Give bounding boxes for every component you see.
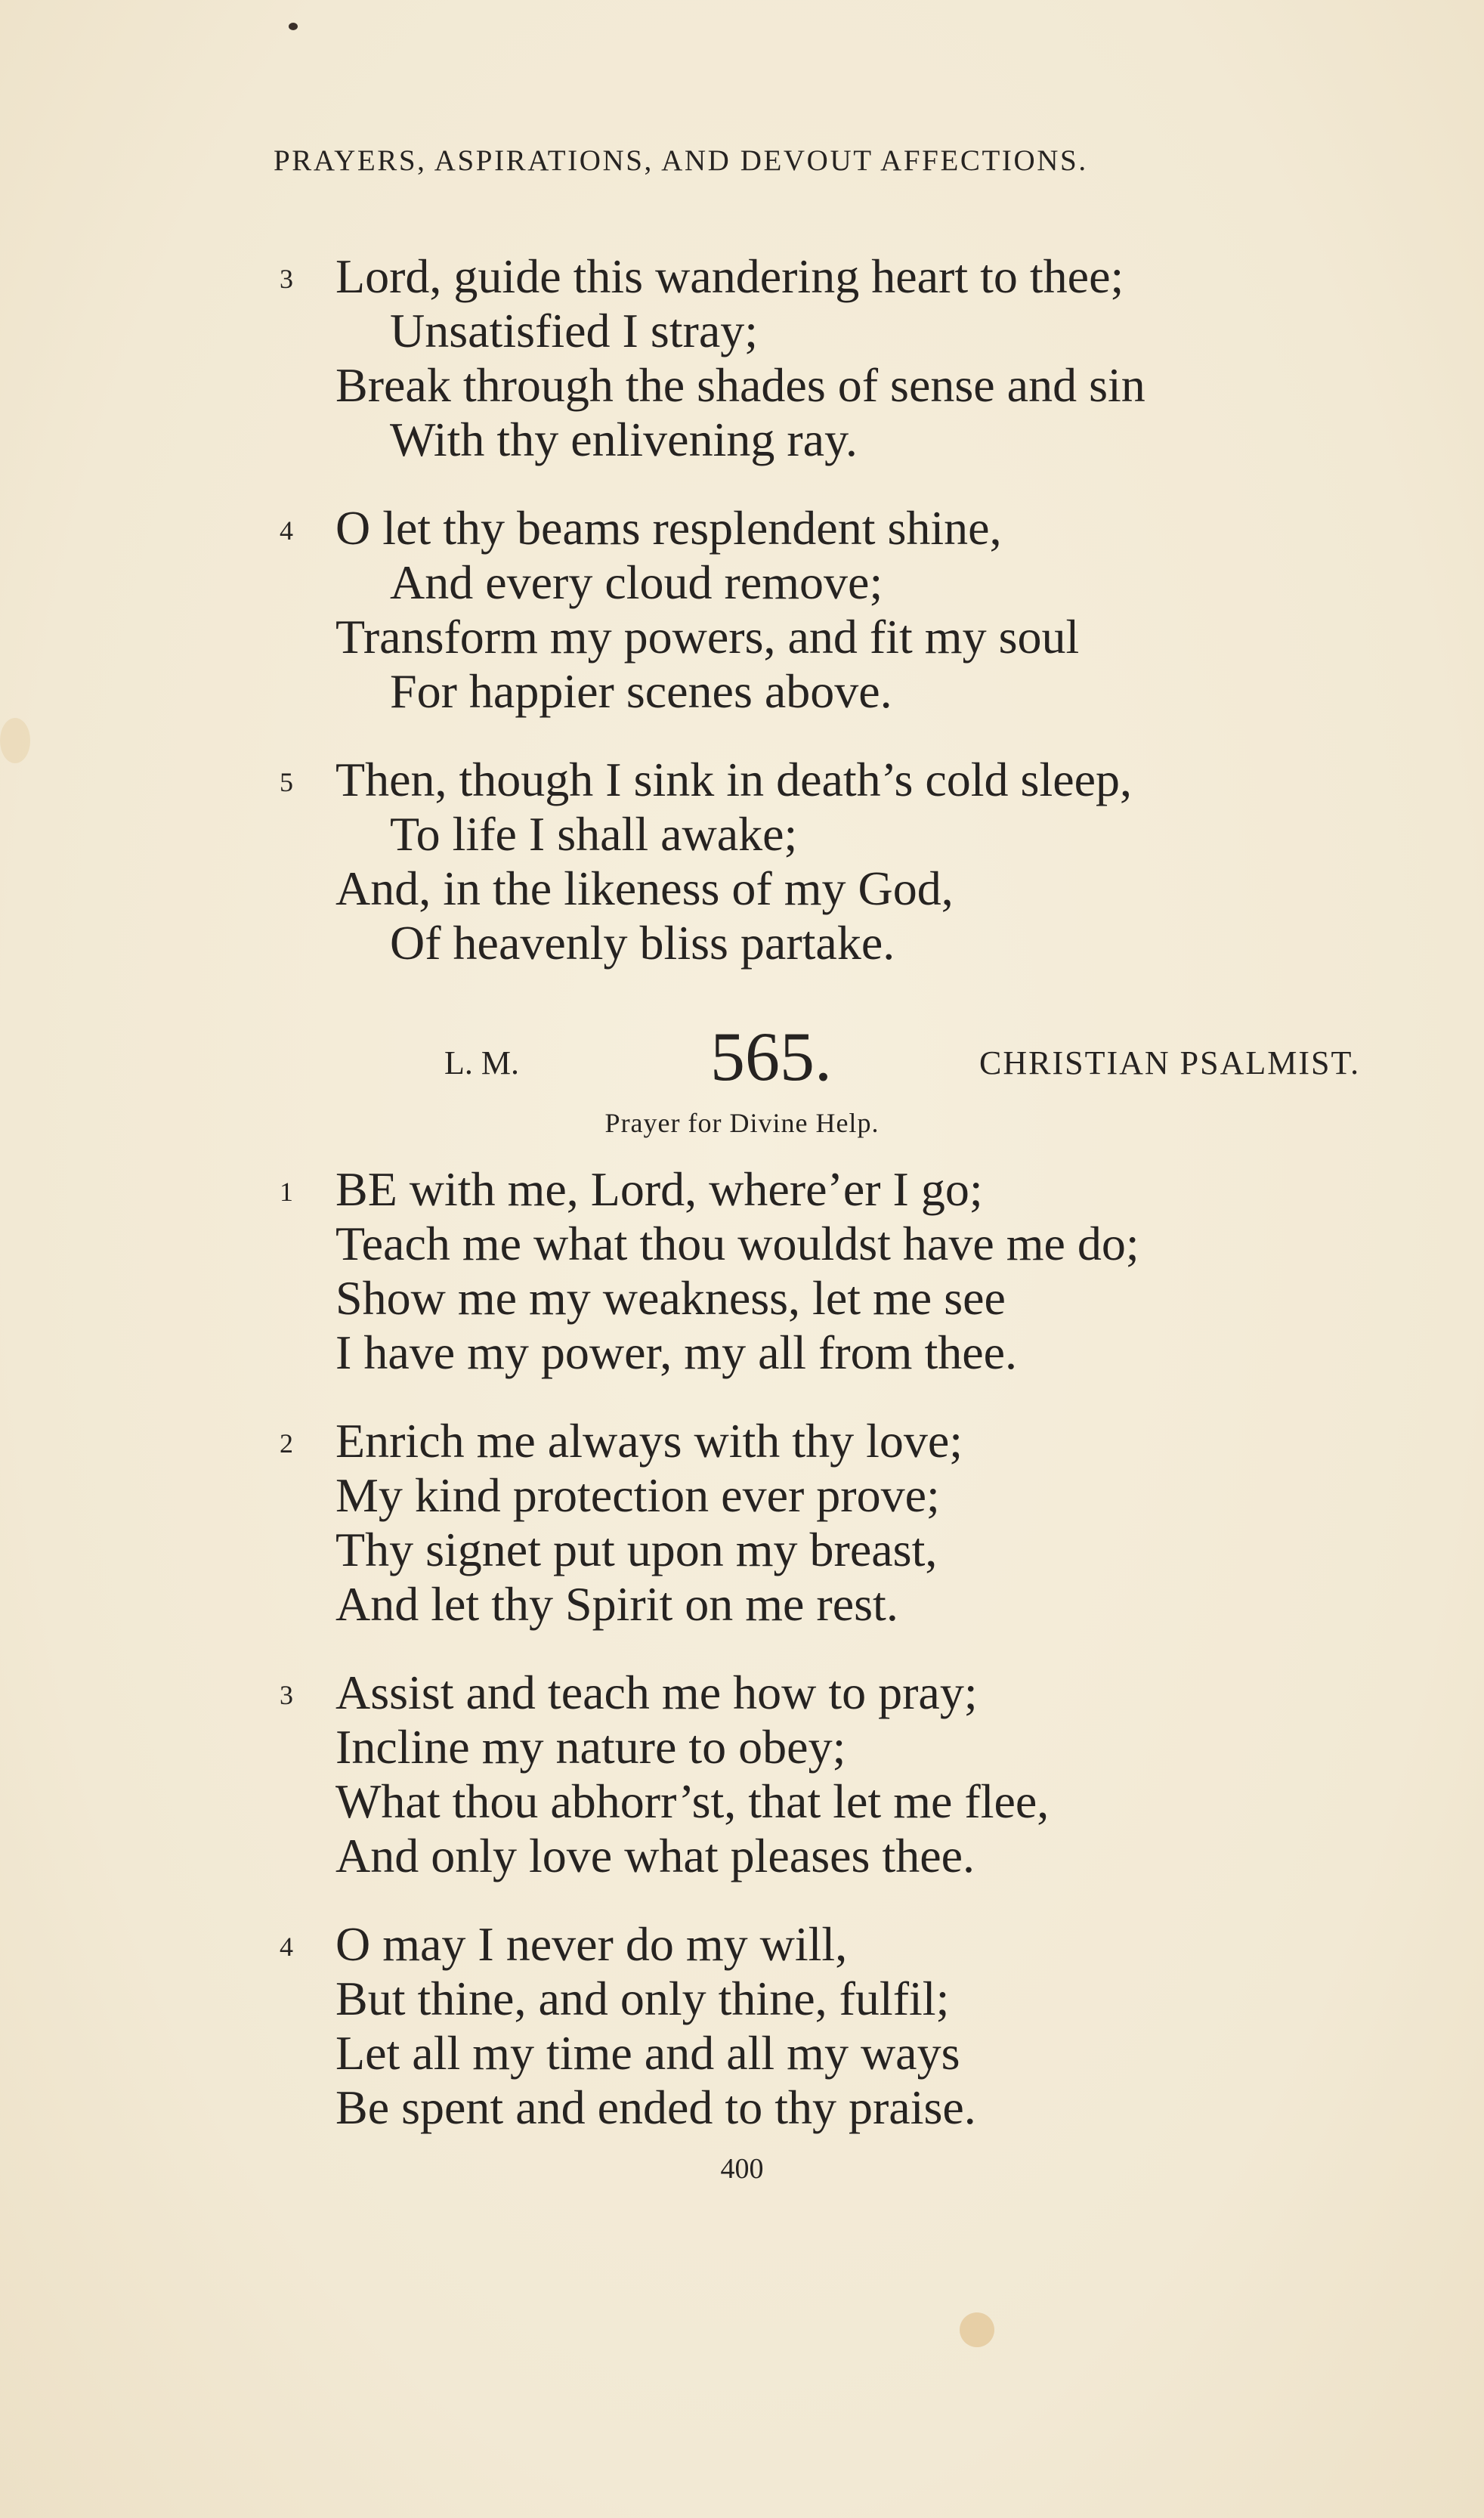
foxing-spot — [0, 718, 30, 763]
verse-line: Assist and teach me how to pray; — [335, 1666, 978, 1719]
stanza-number: 3 — [280, 1680, 293, 1710]
verse-line: O let thy beams resplendent shine, — [335, 501, 1002, 555]
stanza-4 — [280, 1917, 976, 2135]
verse-line: BE with me, Lord, where’er I go; — [335, 1162, 983, 1216]
verse-line: For happier scenes above. — [390, 664, 892, 718]
stanza-2 — [280, 1414, 963, 1632]
stanza-number: 1 — [280, 1177, 293, 1207]
verse-line: O may I never do my will, — [335, 1917, 848, 1971]
page-number: 400 — [720, 2153, 764, 2185]
stanza-5-top — [280, 753, 1132, 970]
verse-line: And, in the likeness of my God, — [335, 862, 954, 915]
hymn-header — [0, 1016, 1484, 1100]
verse-line: My kind protection ever prove; — [335, 1468, 940, 1522]
verse-line: Thy signet put upon my breast, — [335, 1523, 938, 1576]
verse-line: But thine, and only thine, fulfil; — [335, 1972, 950, 2025]
stanza-3 — [280, 1666, 1049, 1883]
verse-line: Lord, guide this wandering heart to thee; — [335, 249, 1124, 303]
verse-line: Then, though I sink in death’s cold sleep, — [335, 753, 1133, 806]
stanza-1 — [280, 1162, 1139, 1380]
verse-line: Teach me what thou wouldst have me do; — [335, 1217, 1139, 1270]
running-head: PRAYERS, ASPIRATIONS, AND DEVOUT AFFECTIONS. — [274, 144, 1088, 177]
verse-line: With thy enlivening ray. — [390, 413, 858, 466]
verse-line: Enrich me always with thy love; — [335, 1414, 963, 1468]
verse-line: To life I shall awake; — [390, 807, 798, 861]
hymn-author: CHRISTIAN PSALMIST. — [979, 1044, 1361, 1081]
hymn-number: 565. — [710, 1018, 832, 1095]
stanza-number: 2 — [280, 1428, 293, 1459]
verse-line: And only love what pleases thee. — [335, 1829, 975, 1882]
stanza-number: 5 — [280, 767, 293, 797]
verse-line: Incline my nature to obey; — [335, 1720, 846, 1774]
verse-line: Break through the shades of sense and sin — [335, 358, 1145, 412]
hymn-title: Prayer for Divine Help. — [604, 1108, 880, 1138]
verse-line: Show me my weakness, let me see — [335, 1271, 1006, 1325]
stanza-3-top — [280, 249, 1145, 467]
stanza-number: 4 — [280, 1932, 293, 1962]
verse-line: Transform my powers, and fit my soul — [335, 610, 1080, 664]
foxing-spot — [960, 2312, 994, 2347]
stanza-number: 3 — [280, 264, 293, 294]
verse-line: I have my power, my all from thee. — [335, 1326, 1018, 1379]
verse-line: Let all my time and all my ways — [335, 2026, 960, 2080]
ink-speck — [289, 23, 298, 30]
stanza-number: 4 — [280, 515, 293, 546]
verse-line: Unsatisfied I stray; — [390, 304, 758, 357]
verse-line: And every cloud remove; — [390, 555, 883, 609]
verse-line: Of heavenly bliss partake. — [390, 916, 895, 970]
verse-line: And let thy Spirit on me rest. — [335, 1577, 898, 1631]
hymn-meter: L. M. — [444, 1044, 519, 1081]
verse-line: Be spent and ended to thy praise. — [335, 2080, 976, 2134]
verse-line: What thou abhorr’st, that let me flee, — [335, 1774, 1050, 1828]
stanza-4-top — [280, 501, 1079, 719]
